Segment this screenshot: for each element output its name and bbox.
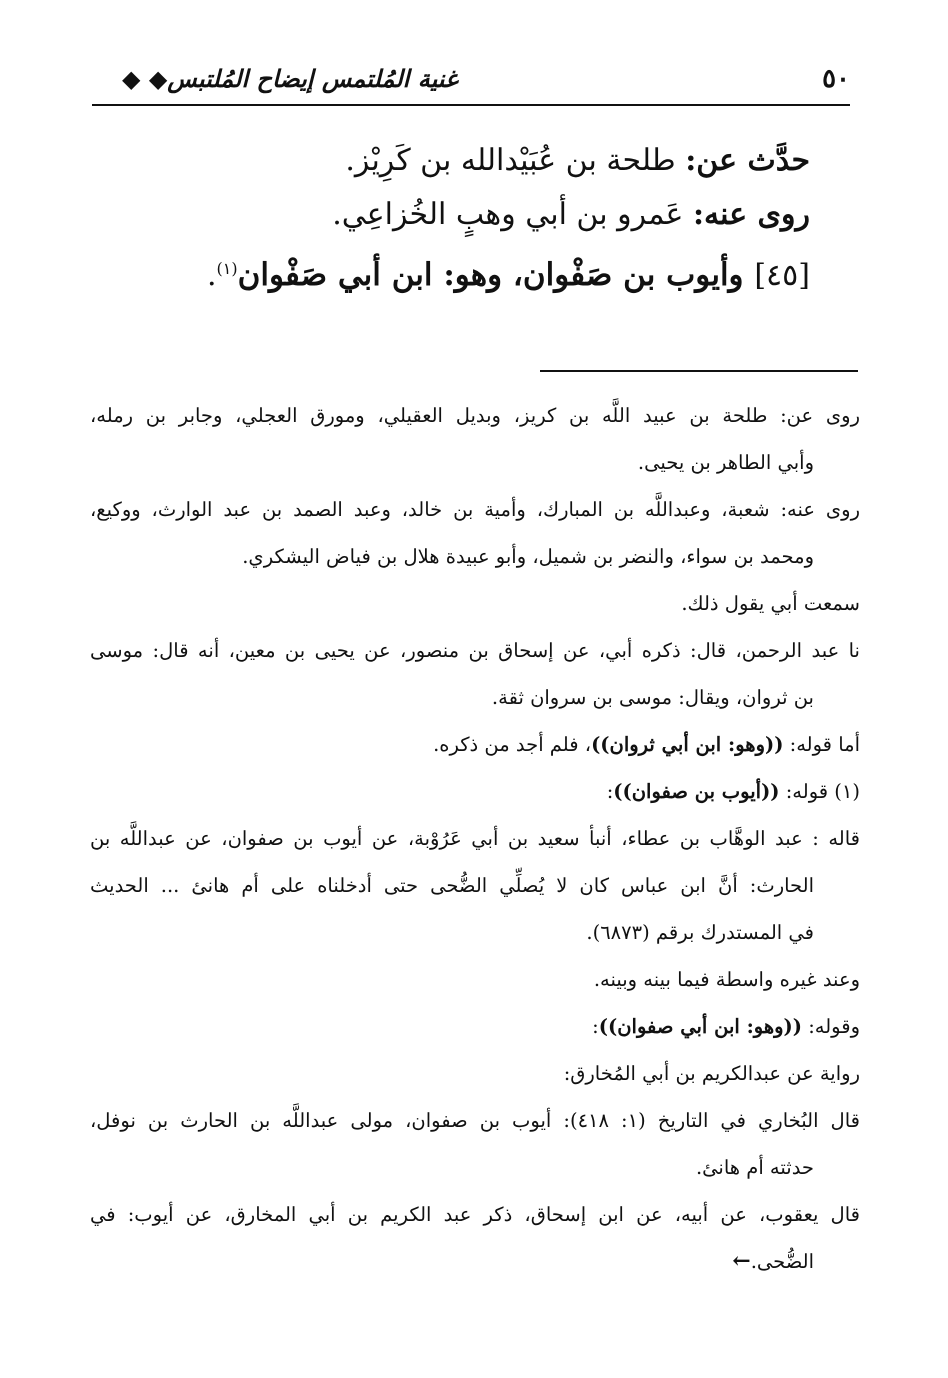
note-line-8-b: ((وهو: ابن أبي ثروان)) <box>591 733 784 756</box>
main-line-1 <box>110 134 810 188</box>
entry-end: . <box>207 258 217 293</box>
note-line-10: قاله : عبد الوهَّاب بن عطاء، أنبأ سعيد بن أبي عَرُوْبة، عن أيوب بن صفوان، عن عبداللَّه بن <box>90 827 860 850</box>
note-line-9 <box>90 768 860 815</box>
narrated-from-text: طلحة بن عُبَيْدالله بن كَرِيْز. <box>345 143 686 178</box>
header-rule <box>92 104 850 106</box>
note-line-14-a: وقوله: <box>802 1015 860 1038</box>
note-line-19 <box>90 1238 860 1285</box>
note-line-5: سمعت أبي يقول ذلك. <box>681 592 860 615</box>
note-line-3: روى عنه: شعبة، وعبداللَّه بن المبارك، وأمية بن خالد، وعبد الصمد بن عبد الوارث، ووكيع، <box>90 498 860 521</box>
note-line-2: وأبي الطاهر بن يحيى. <box>637 451 814 474</box>
narrated-from-label: حدَّث عن: <box>685 143 810 178</box>
note-line-14-b: ((وهو: ابن أبي صفوان)) <box>598 1015 803 1038</box>
note-line-14-c: : <box>592 1015 599 1038</box>
footnote-separator <box>540 370 858 372</box>
running-title: غنية المُلتمس إيضاح المُلتبس◆ ◆ <box>122 64 458 93</box>
note-line-14 <box>90 1003 860 1050</box>
narrated-by-label: روى عنه: <box>692 197 810 232</box>
continue-arrow-icon: ← <box>732 1248 751 1274</box>
note-line-8 <box>90 721 860 768</box>
main-line-3 <box>110 242 810 296</box>
note-line-8-a: أما قوله: <box>783 733 860 756</box>
footnotes <box>90 392 860 1285</box>
note-line-4: ومحمد بن سواء، والنضر بن شميل، وأبو عبيدة هلال بن فياض اليشكري. <box>242 545 814 568</box>
note-line-13: وعند غيره واسطة فيما بينه وبينه. <box>593 968 860 991</box>
note-line-6: نا عبد الرحمن، قال: ذكره أبي، عن إسحاق بن منصور، عن يحيى بن معين، أنه قال: موسى <box>90 639 860 662</box>
note-line-18: قال يعقوب، عن أبيه، عن ابن إسحاق، ذكر عبد الكريم بن أبي المخارق، عن أيوب: في <box>90 1203 860 1226</box>
note-line-11: الحارث: أنَّ ابن عباس كان لا يُصلِّي الضُّحى حتى أدخلناه على أم هانئ ... الحديث <box>90 874 814 897</box>
main-text <box>110 134 810 296</box>
note-line-7: بن ثروان، ويقال: موسى بن سروان ثقة. <box>491 686 814 709</box>
main-line-2 <box>110 188 810 242</box>
note-line-19-text: الضُّحى. <box>750 1250 814 1273</box>
entry-number: [٤٥] <box>754 258 810 293</box>
page-number: ٥٠ <box>822 64 850 94</box>
note-line-9-a: (١) قوله: <box>779 780 860 803</box>
note-line-9-b: ((أيوب بن صفوان)) <box>613 780 780 803</box>
footnote-marker[interactable]: (١) <box>216 259 238 278</box>
note-line-16: قال البُخاري في التاريخ (١: ٤١٨): أيوب بن صفوان، مولى عبداللَّه بن الحارث بن نوفل، <box>90 1109 860 1132</box>
note-line-1: روى عن: طلحة بن عبيد اللَّه بن كريز، وبديل العقيلي، ومورق العجلي، وجابر بن رمله، <box>90 404 860 427</box>
narrated-by-text: عَمرو بن أبي وهبٍ الخُزاعِي. <box>332 197 693 232</box>
page-header <box>92 60 850 100</box>
note-line-17: حدثته أم هانئ. <box>695 1156 814 1179</box>
note-line-8-c: ، فلم أجد من ذكره. <box>433 733 592 756</box>
note-line-12: في المستدرك برقم (٦٨٧٣). <box>586 921 814 944</box>
entry-title: وأيوب بن صَفْوان، وهو: ابن أبي صَفْوان <box>237 257 755 293</box>
note-line-15: رواية عن عبدالكريم بن أبي المُخارق: <box>563 1062 860 1085</box>
note-line-9-c: : <box>606 780 614 803</box>
